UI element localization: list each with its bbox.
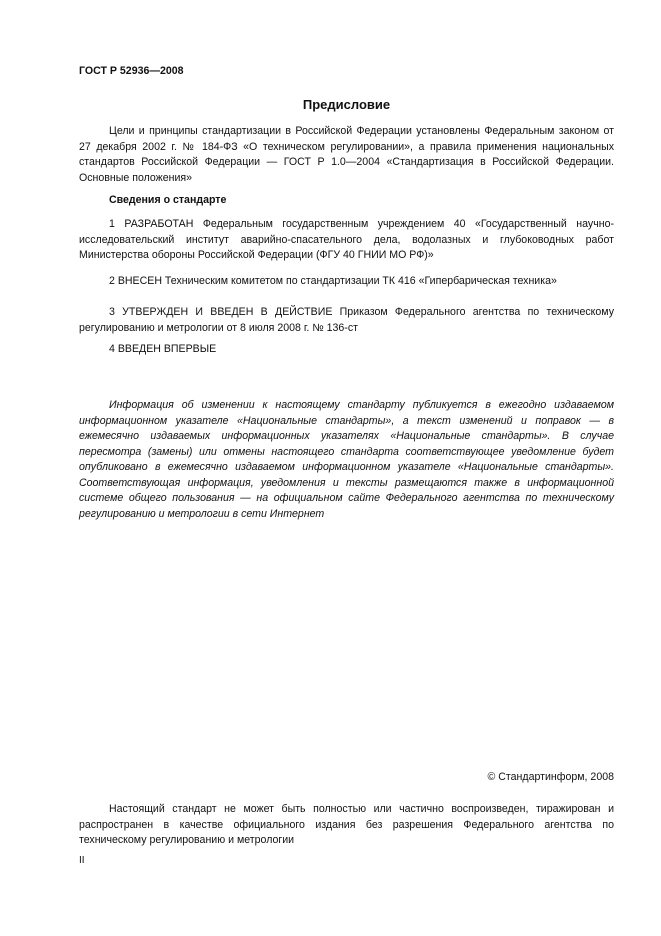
item-first-introduced: 4 ВВЕДЕН ВПЕРВЫЕ xyxy=(109,343,217,355)
section-heading: Сведения о стандарте xyxy=(109,194,227,206)
item-developed: 1 РАЗРАБОТАН Федеральным государственным учреждением 40 «Государственный научно-исследовательский институт аварийно-спасательного дела, водолазных и глубоководных работ Министерства обороны Российской Федерации (ФГУ 40 ГНИИ МО РФ)» xyxy=(79,218,614,261)
copyright-notice: © Стандартинформ, 2008 xyxy=(487,771,614,783)
document-id: ГОСТ Р 52936—2008 xyxy=(79,65,184,77)
reproduction-notice: Настоящий стандарт не может быть полностью или частично воспроизведен, тиражирован и распространен в качестве официального издания без разрешения Федерального агентства по техническому регулированию и метрологии xyxy=(79,803,614,846)
info-notice: Информация об изменении к настоящему стандарту публикуется в ежегодно издаваемом информационном указателе «Национальные стандарты», а текст изменений и поправок — в ежемесячно издаваемых информационных указателях «Национальные стандарты». В случае пересмотра (замены) или отмены настоящего стандарта соответствующее уведомление будет опубликовано в ежемесячно издаваемом информационном указателе «Национальные стандарты». Соответствующая информация, уведомления и тексты размещаются также в информационной системе общего пользования — на официальном сайте Федерального агентства по техническому регулированию и метрологии в сети Интернет xyxy=(79,399,614,520)
page-title: Предисловие xyxy=(302,97,391,112)
item-introduced: 2 ВНЕСЕН Техническим комитетом по стандартизации ТК 416 «Гипербарическая техника» xyxy=(109,275,557,287)
intro-paragraph: Цели и принципы стандартизации в Российской Федерации установлены Федеральным законом от 27 декабря 2002 г. № 184-ФЗ «О техническом регулировании», а правила применения национальных стандартов Российской Федерации — ГОСТ Р 1.0—2004 «Стандартизация в Российской Федерации. Основные положения» xyxy=(79,125,614,184)
page-number: II xyxy=(79,855,85,866)
item-approved: 3 УТВЕРЖДЕН И ВВЕДЕН В ДЕЙСТВИЕ Приказом Федерального агентства по техническому регулированию и метрологии от 8 июля 2008 г. № 136-ст xyxy=(79,306,614,334)
